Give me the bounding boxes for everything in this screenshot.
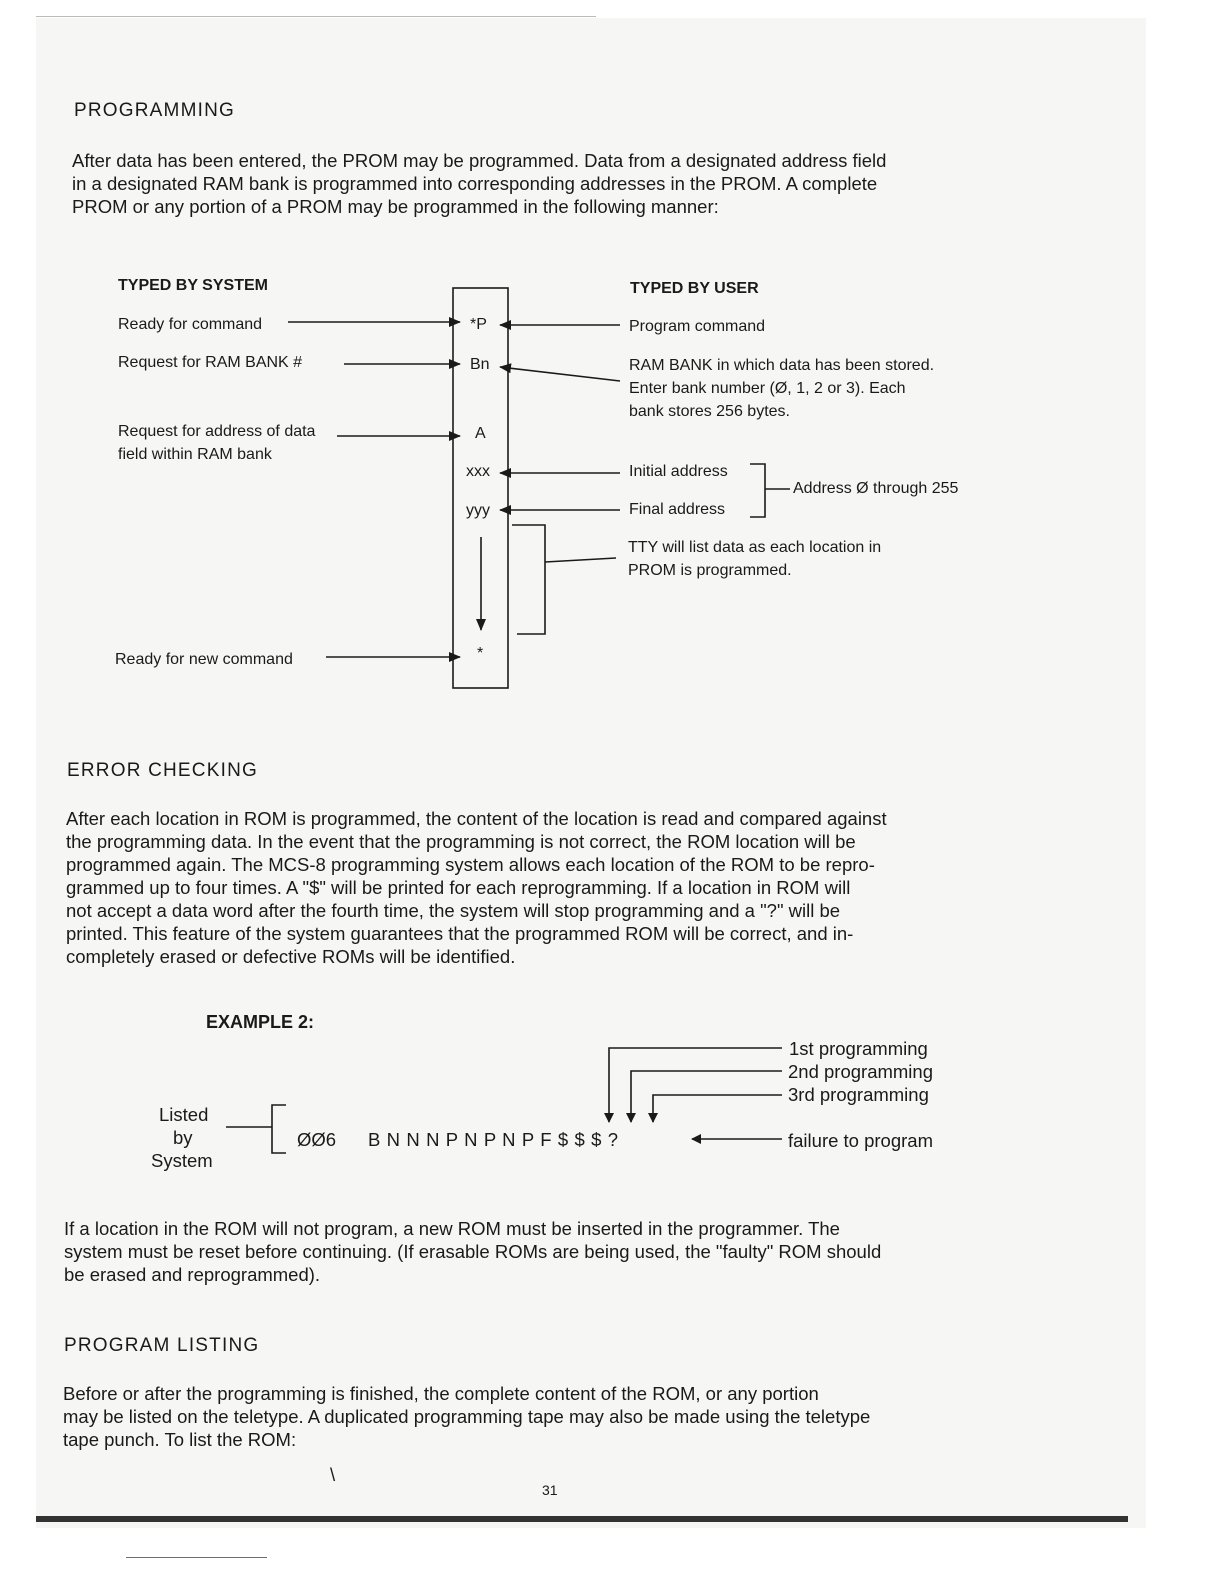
programming-line: in a designated RAM bank is programmed into corresponding addresses in the PROM. A complete <box>72 173 878 194</box>
program-listing-line: Before or after the programming is finished, the complete content of the ROM, or any portion <box>63 1383 819 1404</box>
program-listing-line: tape punch. To list the ROM: <box>63 1429 297 1450</box>
example-address: ØØ6 <box>297 1129 337 1150</box>
final-address-label: Final address <box>629 501 726 518</box>
programming-line: PROM or any portion of a PROM may be programmed in the following manner: <box>72 196 719 217</box>
address-range-label: Address Ø through 255 <box>793 480 959 497</box>
error-checking-line: After each location in ROM is programmed, the content of the location is read and compared against <box>66 808 887 829</box>
after-example-line: be erased and reprogrammed). <box>64 1264 321 1285</box>
programming-heading: PROGRAMMING <box>74 100 235 121</box>
ram-bank-desc-1: RAM BANK in which data has been stored. <box>629 357 935 374</box>
after-example-line: If a location in the ROM will not program, a new ROM must be inserted in the programmer. The <box>64 1218 840 1239</box>
page-number: 31 <box>542 1482 558 1498</box>
error-checking-line: the programming data. In the event that the programming is not correct, the ROM location will be <box>66 831 856 852</box>
tty-yyy: yyy <box>466 502 490 519</box>
error-checking-line: programmed again. The MCS-8 programming system allows each location of the ROM to be repro- <box>66 854 875 875</box>
listed-label: Listed <box>159 1104 209 1125</box>
ready-for-command-label: Ready for command <box>118 316 263 333</box>
tty-star: * <box>477 645 484 662</box>
typed-by-user-header: TYPED BY USER <box>630 280 759 297</box>
error-checking-line: printed. This feature of the system guarantees that the programmed ROM will be correct, and in- <box>66 923 854 944</box>
address-request-label: Request for address of data <box>118 423 316 440</box>
error-checking-line: not accept a data word after the fourth time, the system will stop programming and a "?" will be <box>66 900 841 921</box>
typed-by-system-header: TYPED BY SYSTEM <box>118 277 268 294</box>
tty-bn: Bn <box>470 356 490 373</box>
tty-xxx: xxx <box>466 463 490 480</box>
address-request-label-2: field within RAM bank <box>118 446 272 463</box>
after-example-paragraph <box>64 1217 881 1286</box>
system-label: System <box>151 1150 213 1171</box>
program-command-label: Program command <box>629 318 766 335</box>
tty-list-desc-1: TTY will list data as each location in <box>628 539 882 556</box>
after-example-line: system must be reset before continuing. (If erasable ROMs are being used, the "faulty" ROM should <box>64 1241 882 1262</box>
ram-bank-desc-3: bank stores 256 bytes. <box>629 403 790 420</box>
failure-label: failure to program <box>788 1130 933 1151</box>
tty-p: *P <box>470 316 487 333</box>
error-checking-line: grammed up to four times. A "$" will be printed for each reprogramming. If a location in ROM will <box>66 877 851 898</box>
ready-for-new-command-label: Ready for new command <box>115 651 293 668</box>
ram-bank-desc-2: Enter bank number (Ø, 1, 2 or 3). Each <box>629 380 906 397</box>
programming-line: After data has been entered, the PROM may be programmed. Data from a designated address field <box>72 150 887 171</box>
example-sequence: B N N N P N P N P F $ $ $ ? <box>368 1129 619 1150</box>
error-checking-heading: ERROR CHECKING <box>67 760 258 781</box>
example-title: EXAMPLE 2: <box>206 1012 315 1032</box>
program-listing-paragraph <box>63 1382 870 1451</box>
tty-list-desc-2: PROM is programmed. <box>628 562 792 579</box>
initial-address-label: Initial address <box>629 463 728 480</box>
program-listing-line: may be listed on the teletype. A duplicated programming tape may also be made using the teletype <box>63 1406 871 1427</box>
program-listing-heading: PROGRAM LISTING <box>64 1335 260 1356</box>
third-programming-label: 3rd programming <box>788 1084 929 1105</box>
error-checking-line: completely erased or defective ROMs will be identified. <box>66 946 516 967</box>
tty-a: A <box>475 425 486 442</box>
second-programming-label: 2nd programming <box>788 1061 933 1082</box>
ram-bank-request-label: Request for RAM BANK # <box>118 354 303 371</box>
first-programming-label: 1st programming <box>789 1038 928 1059</box>
by-label: by <box>173 1127 193 1148</box>
stray-backslash: \ <box>330 1464 336 1485</box>
